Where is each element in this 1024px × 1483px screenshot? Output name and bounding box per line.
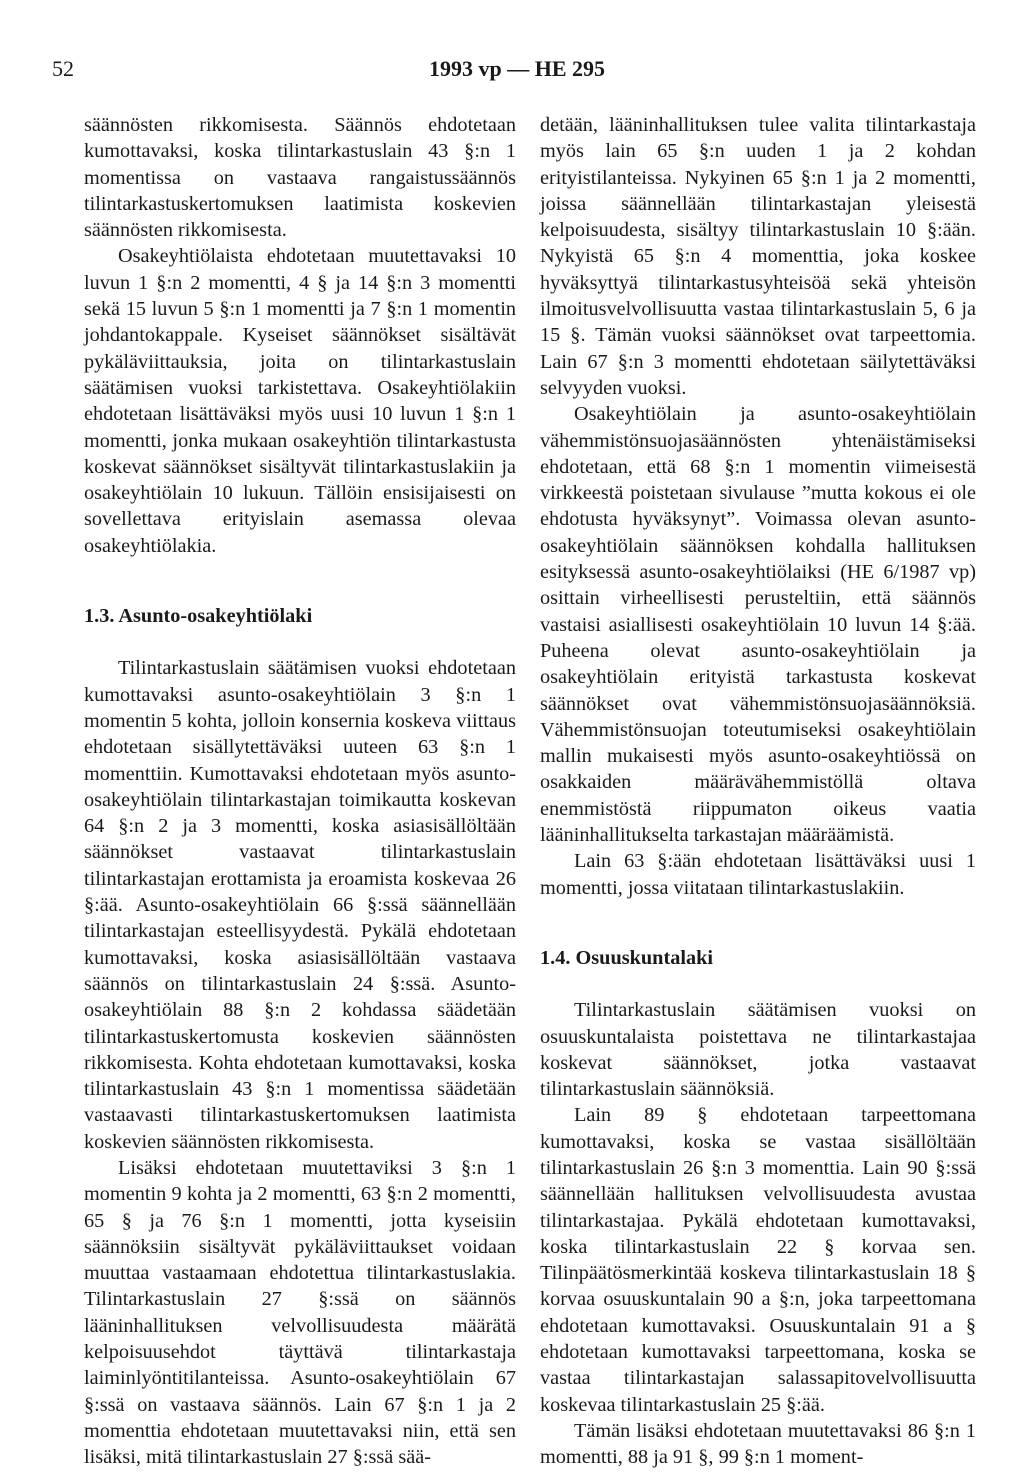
paragraph: säännösten rikkomisesta. Säännös ehdotetaan kumottavaksi, koska tilintarkastuslain 43 §:n 1 momentissa on vastaava rangaistussäännös tilintarkastuskertomuksen laatimista koskevien säännösten rikkomisesta.	[84, 114, 516, 242]
paragraph: Lisäksi ehdotetaan muutettaviksi 3 §:n 1 momentin 9 kohta ja 2 momentti, 63 §:n 2 momentti, 65 § ja 76 §:n 1 momentti, jotta kyseisiin säännöksiin sisältyvät pykäläviittaukset voidaan muuttaa vastaamaan ehdotettua tilintarkastuslakia. Tilintarkastuslain 27 §:ssä on säännös lääninhallituksen velvollisuudesta määrätä kelpoisuusehdot täyttävä tilintarkastaja laiminlyöntitilanteissa. Asunto-osakeyhtiölain 67 §:ssä on vastaava säännös. Lain 67 §:n 1 ja 2 momenttia ehdotetaan muutettavaksi niin, että sen lisäksi, mitä tilintarkastuslain 27 §:ssä sää-	[84, 1156, 516, 1469]
paragraph: Osakeyhtiölain ja asunto-osakeyhtiölain vähemmistönsuojasäännösten yhtenäistämiseksi ehdotetaan, että 68 §:n 1 momentin viimeisestä virkkeestä poistetaan sivulause ”mutta kokous ei ole ehdotusta hyväksynyt”. Voimassa olevan asunto-osakeyhtiölain säännöksen kohdalla hallituksen esityksessä asunto-osakeyhtiölaiksi (HE 6/1987 vp) osittain virheellisesti perusteltiin, että säännös vastaisi asiallisesti osakeyhtiölain 10 luvun 14 §:ää. Puheena olevat asunto-osakeyhtiölain ja osakeyhtiölain erityistä tarkastusta koskevat säännökset ovat vähemmistönsuojasäännöksiä. Vähemmistönsuojan toteutumiseksi osakeyhtiölain mallin mukaisesti myös asunto-osakeyhtiössä on osakkaiden määrävähemmistöllä oltava enemmistöstä riippumaton oikeus vaatia lääninhallitukselta tarkastajan määräämistä.	[540, 403, 976, 847]
paragraph: detään, lääninhallituksen tulee valita tilintarkastaja myös lain 65 §:n uuden 1 ja 2 kohdan erityistilanteissa. Nykyinen 65 §:n 1 ja 2 momentti, joissa säännellään tilintarkastajan yleisestä kelpoisuudesta, sisältyy tilintarkastuslain 10 §:ään. Nykyistä 65 §:n 4 momenttia, joka koskee hyväksyttyä tilintarkastusyhteisöä sekä yhteisön ilmoitusvelvollisuutta vastaa tilintarkastuslain 5, 6 ja 15 §. Tämän vuoksi säännökset ovat tarpeettomia. Lain 67 §:n 3 momentti ehdotetaan säilytettäväksi selvyyden vuoksi.	[540, 114, 976, 399]
running-title: 1993 vp — HE 295	[428, 56, 606, 81]
paragraph: Lain 89 § ehdotetaan tarpeettomana kumottavaksi, koska se vastaa sisällöltään tilintarkastuslain 26 §:n 3 momenttia. Lain 90 §:ssä säännellään hallituksen velvollisuudesta avustaa tilintarkastajaa. Pykälä ehdotetaan kumottavaksi, koska tilintarkastuslain 22 § korvaa sen. Tilinpäätösmerkintää koskeva tilintarkastuslain 18 § korvaa osuuskuntalain 90 a §:n, joka tarpeettomana ehdotetaan kumottavaksi. Osuuskuntalain 91 a § ehdotetaan kumottavaksi tarpeettomana, koska se vastaa tilintarkastajan salassapitovelvollisuutta koskevaa tilintarkastuslain 25 §:ää.	[540, 1104, 976, 1416]
paragraph: Lain 63 §:ään ehdotetaan lisättäväksi uusi 1 momentti, jossa viitataan tilintarkastuslakiin.	[540, 850, 976, 899]
section-heading: 1.4. Osuuskuntalaki	[540, 946, 714, 969]
section-heading: 1.3. Asunto-osakeyhtiölaki	[84, 605, 313, 628]
paragraph: Tilintarkastuslain säätämisen vuoksi on osuuskuntalaista poistettava ne tilintarkastajaa koskevat säännökset, jotka vastaavat tilintarkastuslain säännöksiä.	[540, 999, 976, 1101]
spacer	[84, 629, 516, 655]
left-column	[84, 112, 516, 1471]
paragraph: Osakeyhtiölaista ehdotetaan muutettavaksi 10 luvun 1 §:n 2 momentti, 4 § ja 14 §:n 3 momentti sekä 15 luvun 5 §:n 1 momentti ja 7 §:n 1 momentin johdantokappale. Kyseiset säännökset sisältävät pykäläviittauksia, joita on tilintarkastuslain säätämisen vuoksi tarkistettava. Osakeyhtiölakiin ehdotetaan lisättäväksi myös uusi 10 luvun 1 §:n 1 momentti, jonka mukaan osakeyhtiön tilintarkastusta koskevat säännökset sisältyvät tilintarkastuslakiin ja osakeyhtiölain 10 lukuun. Tällöin ensisijaisesti on sovellettava erityislain asemassa olevaa osakeyhtiölakia.	[84, 245, 516, 557]
spacer	[84, 559, 516, 603]
page-number: 52	[52, 56, 74, 81]
spacer	[540, 901, 976, 945]
spacer	[540, 971, 976, 997]
page-header	[52, 56, 982, 88]
paragraph: Tämän lisäksi ehdotetaan muutettavaksi 86 §:n 1 momentti, 88 ja 91 §, 99 §:n 1 moment-	[540, 1419, 976, 1469]
right-column	[540, 112, 976, 1471]
paragraph: Tilintarkastuslain säätämisen vuoksi ehdotetaan kumottavaksi asunto-osakeyhtiölain 3 §:n 1 momentin 5 kohta, jolloin konsernia koskeva viittaus ehdotetaan sisällytettäväksi uuteen 63 §:n 1 momenttiin. Kumottavaksi ehdotetaan myös asunto-osakeyhtiölain tilintarkastajan toimikautta koskevan 64 §:n 2 ja 3 momentti, koska asiasisällöltään säännökset vastaavat tilintarkastuslain tilintarkastajan erottamista ja eroamista koskevaa 26 §:ää. Asunto-osakeyhtiölain 66 §:ssä säännellään tilintarkastajan esteellisyydestä. Pykälä ehdotetaan kumottavaksi, koska asiasisällöltään vastaava säännös on tilintarkastuslain 24 §:ssä. Asunto-osakeyhtiölain 88 §:n 2 kohdassa säädetään tilintarkastuskertomusta koskevien säännösten rikkomisesta. Kohta ehdotetaan kumottavaksi, koska tilintarkastuslain 43 §:n 1 momentissa säädetään vastaavasti tilintarkastuskertomuksen laatimista koskevien säännösten rikkomisesta.	[84, 657, 516, 1153]
